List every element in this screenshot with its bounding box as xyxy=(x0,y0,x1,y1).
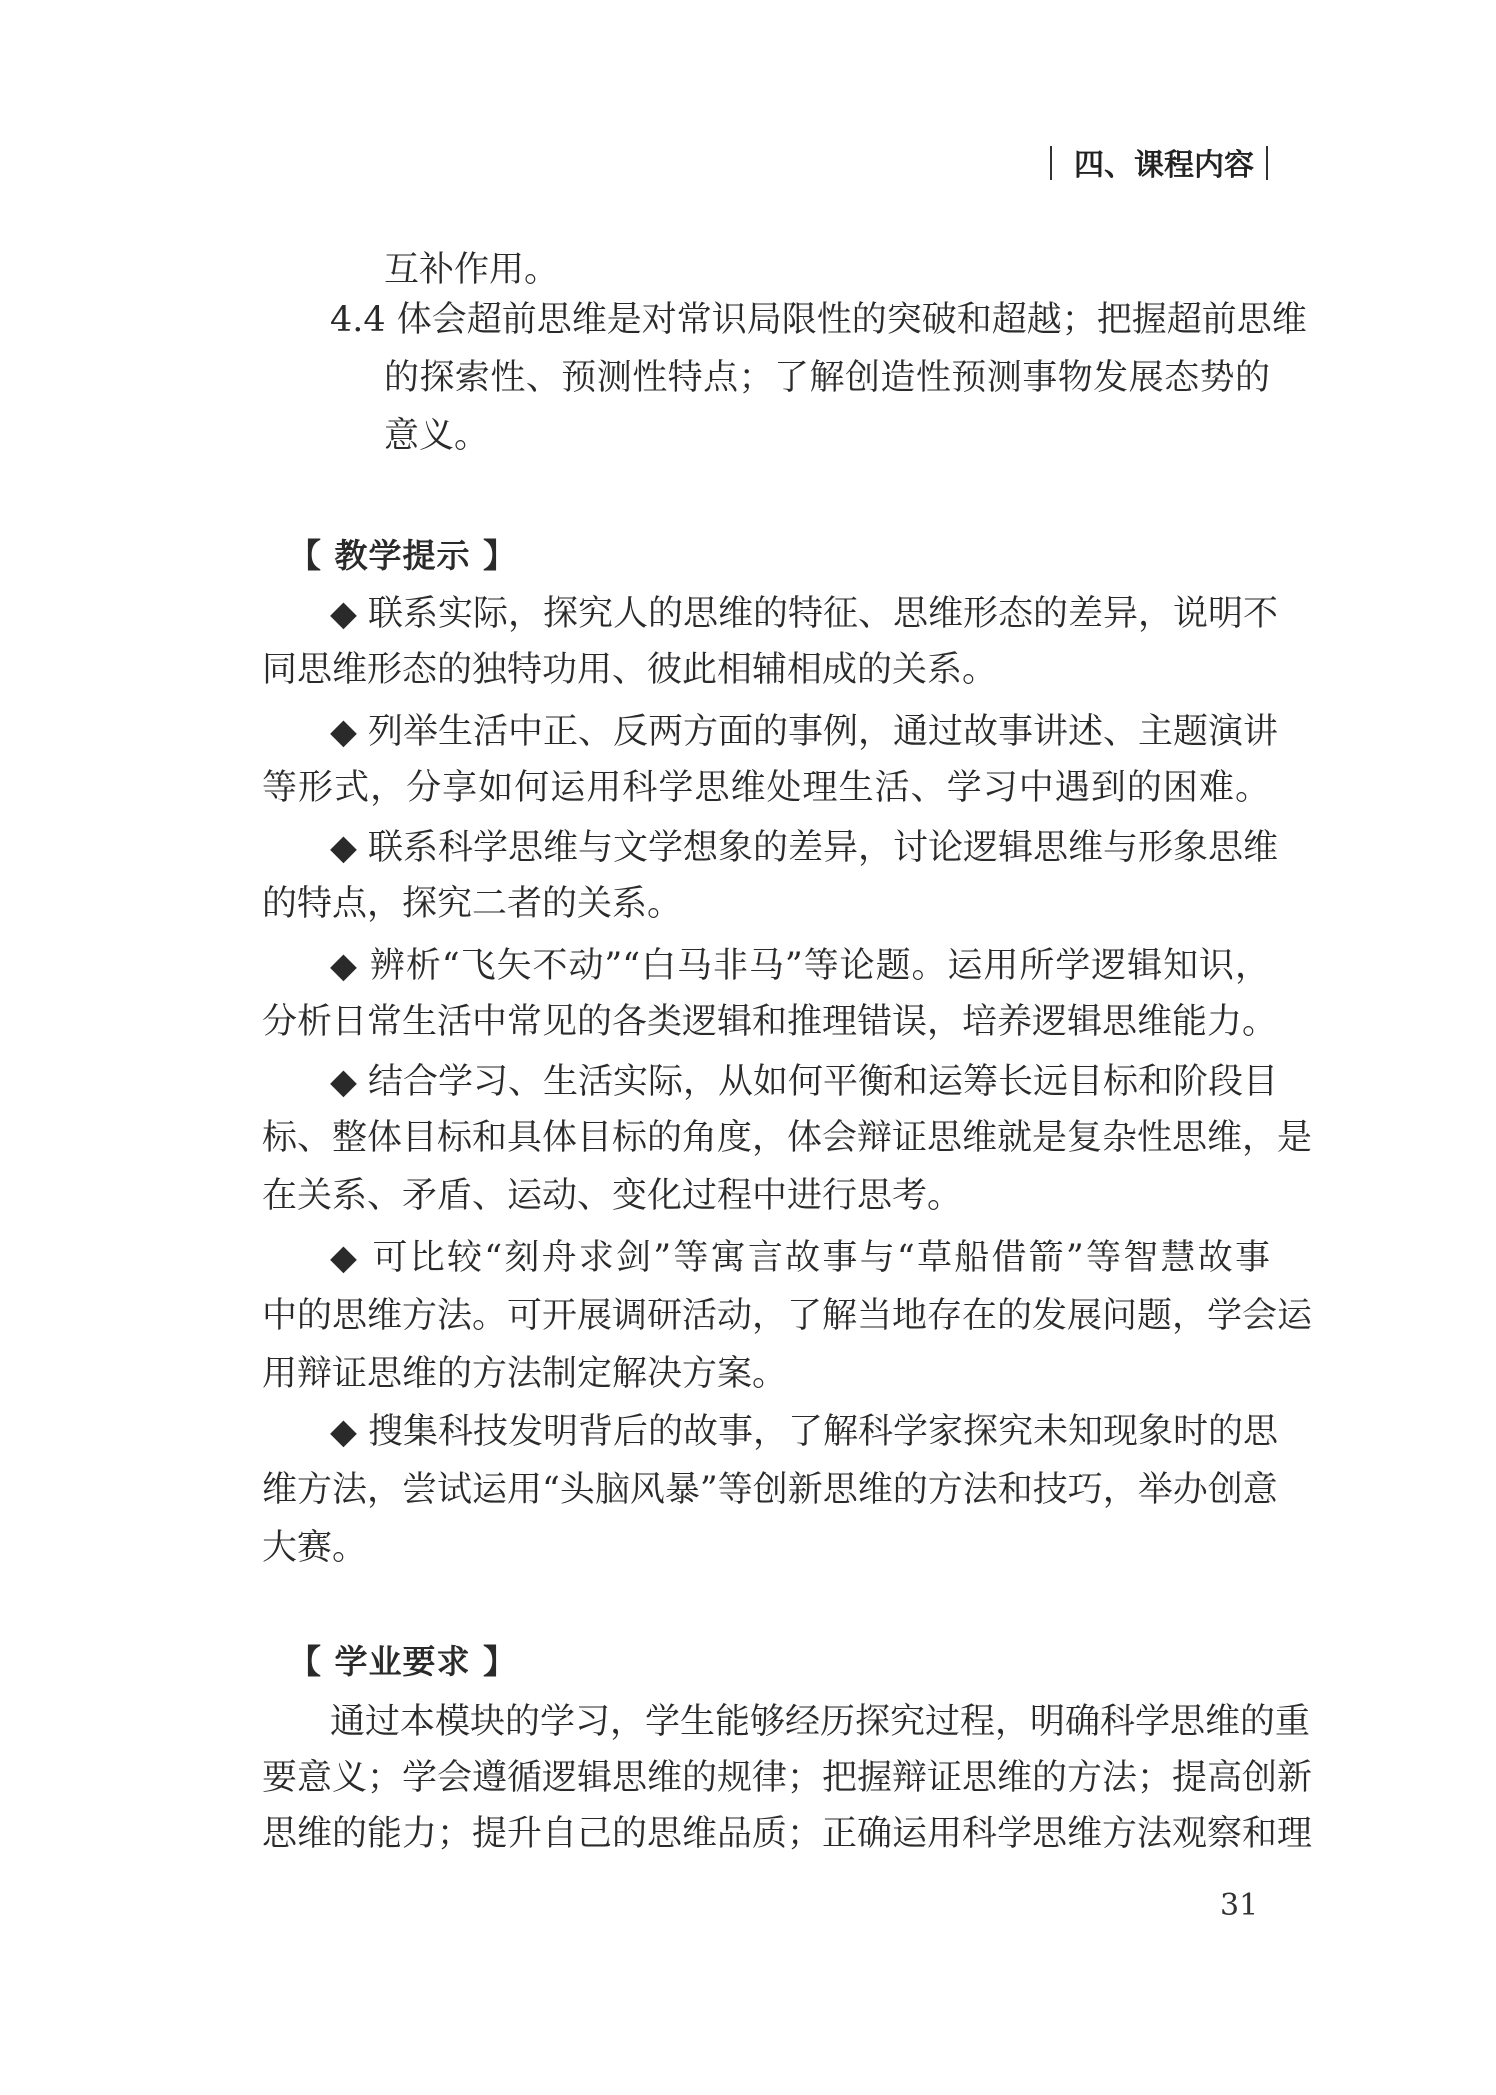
paragraph-line: 互补作用。 xyxy=(384,250,560,290)
bullet-line: ◆ 可比较“刻舟求剑”等寓言故事与“草船借箭”等智慧故事 xyxy=(330,1238,1270,1278)
paragraph-line: 用辩证思维的方法制定解决方案。 xyxy=(262,1354,788,1394)
paragraph-line: 通过本模块的学习，学生能够经历探究过程，明确科学思维的重 xyxy=(330,1702,1311,1742)
paragraph-line: 思维的能力；提升自己的思维品质；正确运用科学思维方法观察和理 xyxy=(262,1814,1313,1854)
running-header xyxy=(1030,138,1270,188)
paragraph-line: 标、整体目标和具体目标的角度，体会辩证思维就是复杂性思维，是 xyxy=(262,1118,1313,1158)
section-heading: 【 学业要求 】 xyxy=(288,1642,517,1681)
bullet-line: ◆ 辨析“飞矢不动”“白马非马”等论题。运用所学逻辑知识， xyxy=(330,946,1270,986)
header-title: 四、课程内容 xyxy=(1074,148,1254,183)
bullet-line: ◆ 联系科学思维与文学想象的差异，讨论逻辑思维与形象思维 xyxy=(330,828,1279,868)
bullet-line: ◆ 搜集科技发明背后的故事，了解科学家探究未知现象时的思 xyxy=(330,1412,1279,1452)
paragraph-line: 等形式，分享如何运用科学思维处理生活、学习中遇到的困难。 xyxy=(262,768,1270,808)
paragraph-line: 同思维形态的独特功用、彼此相辅相成的关系。 xyxy=(262,650,998,690)
paragraph-line: 维方法，尝试运用“头脑风暴”等创新思维的方法和技巧，举办创意 xyxy=(262,1470,1278,1510)
paragraph-line: 的探索性、预测性特点；了解创造性预测事物发展态势的 xyxy=(384,358,1270,398)
paragraph-line: 要意义；学会遵循逻辑思维的规律；把握辩证思维的方法；提高创新 xyxy=(262,1758,1313,1798)
paragraph-line: 4.4 体会超前思维是对常识局限性的突破和超越；把握超前思维 xyxy=(330,300,1307,340)
paragraph-line: 的特点，探究二者的关系。 xyxy=(262,884,683,924)
paragraph-line: 分析日常生活中常见的各类逻辑和推理错误，培养逻辑思维能力。 xyxy=(262,1002,1278,1042)
header-divider-left xyxy=(1050,146,1052,180)
section-heading: 【 教学提示 】 xyxy=(288,536,517,575)
paragraph-line: 意义。 xyxy=(384,416,490,456)
paragraph-line: 中的思维方法。可开展调研活动，了解当地存在的发展问题，学会运 xyxy=(262,1296,1313,1336)
bullet-line: ◆ 结合学习、生活实际，从如何平衡和运筹长远目标和阶段目 xyxy=(330,1062,1279,1102)
bullet-line: ◆ 联系实际，探究人的思维的特征、思维形态的差异，说明不 xyxy=(330,594,1279,634)
bullet-line: ◆ 列举生活中正、反两方面的事例，通过故事讲述、主题演讲 xyxy=(330,712,1279,752)
page-number: 31 xyxy=(1220,1888,1259,1923)
paragraph-line: 大赛。 xyxy=(262,1528,368,1568)
header-divider-right xyxy=(1266,146,1268,180)
paragraph-line: 在关系、矛盾、运动、变化过程中进行思考。 xyxy=(262,1176,963,1216)
